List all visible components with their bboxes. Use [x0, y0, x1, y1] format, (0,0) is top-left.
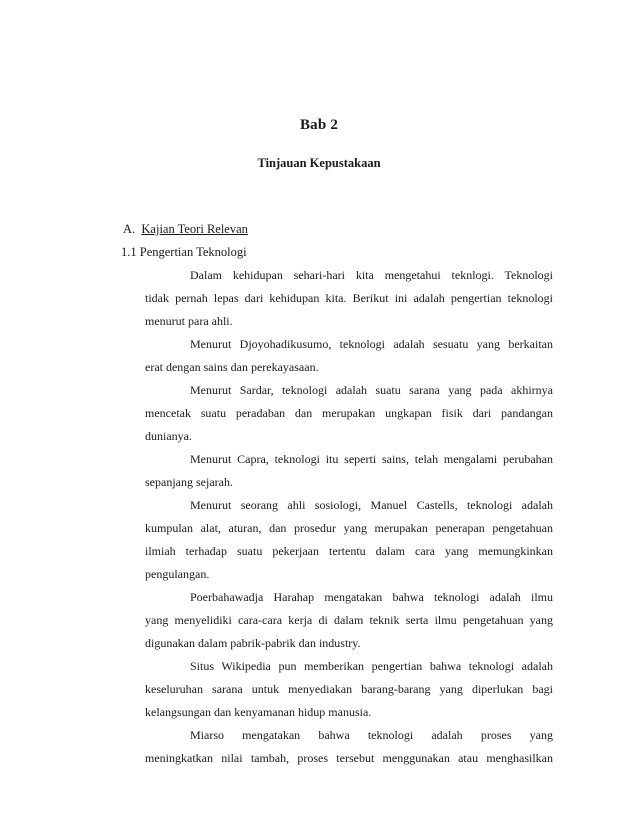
body-line: tidak pernah lepas dari kehidupan kita. Berikut ini adalah pengertian teknologi	[145, 291, 553, 305]
body-line: erat dengan sains dan perekayasaan.	[145, 360, 319, 374]
body-line: pengulangan.	[145, 567, 210, 581]
body-line: yang menyelidiki cara-cara kerja di dalam teknik serta ilmu pengetahuan yang	[145, 613, 553, 627]
body-line: sepanjang sejarah.	[145, 475, 233, 489]
section-a-heading	[123, 222, 248, 237]
section-a-label: Kajian Teori Relevan	[141, 222, 248, 236]
body-line: keseluruhan sarana untuk menyediakan barang-barang yang diperlukan bagi	[145, 682, 553, 696]
body-line: dunianya.	[145, 429, 192, 443]
body-line: meningkatkan nilai tambah, proses tersebut menggunakan atau menghasilkan	[145, 751, 553, 765]
body-line: Situs Wikipedia pun memberikan pengertian bahwa teknologi adalah	[190, 659, 553, 673]
body-line: Menurut Capra, teknologi itu seperti sains, telah mengalami perubahan	[190, 452, 553, 466]
body-line: Menurut seorang ahli sosiologi, Manuel Castells, teknologi adalah	[190, 498, 553, 512]
body-line: kumpulan alat, aturan, dan prosedur yang merupakan penerapan pengetahuan	[145, 521, 553, 535]
body-line: Menurut Sardar, teknologi adalah suatu sarana yang pada akhirnya	[190, 383, 553, 397]
body-line: menurut para ahli.	[145, 314, 233, 328]
chapter-title: Bab 2	[299, 117, 339, 133]
body-line: Poerbahawadja Harahap mengatakan bahwa teknologi adalah ilmu	[190, 590, 553, 604]
section-a-marker: A.	[123, 222, 136, 236]
body-line: Miarso mengatakan bahwa teknologi adalah proses yang	[190, 728, 553, 742]
body-line: ilmiah terhadap suatu pekerjaan tertentu dalam cara yang memungkinkan	[145, 544, 553, 558]
body-line: mencetak suatu peradaban dan merupakan ungkapan fisik dari pandangan	[145, 406, 553, 420]
section-1-1-heading: 1.1 Pengertian Teknologi	[121, 245, 247, 259]
body-line: Dalam kehidupan sehari-hari kita mengetahui teknlogi. Teknologi	[190, 268, 553, 282]
chapter-subtitle: Tinjauan Kepustakaan	[257, 156, 381, 170]
body-line: Menurut Djoyohadikusumo, teknologi adalah sesuatu yang berkaitan	[190, 337, 553, 351]
body-line: kelangsungan dan kenyamanan hidup manusia.	[145, 705, 372, 719]
body-line: digunakan dalam pabrik-pabrik dan industry.	[145, 636, 361, 650]
